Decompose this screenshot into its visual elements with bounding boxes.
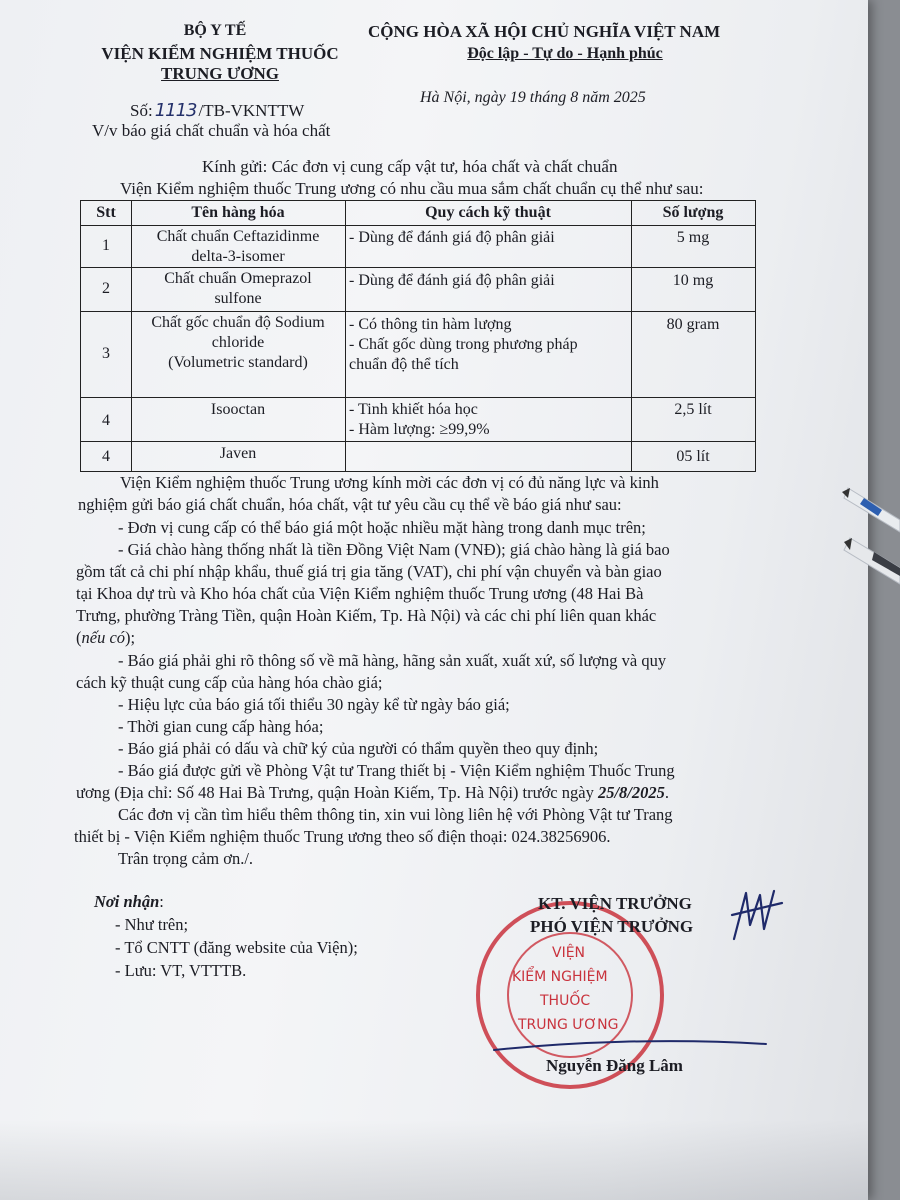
name-line: Chất chuẩn Omeprazol — [164, 270, 312, 287]
spec-line: - Chất gốc dùng trong phương pháp — [349, 336, 578, 353]
bullet-item-cont — [76, 782, 669, 804]
name-line: Chất gốc chuẩn độ Sodium — [151, 314, 325, 331]
table-cell-stt: 3 — [102, 345, 110, 362]
thanks-line: Trân trọng cảm ơn./. — [118, 849, 254, 868]
colon: : — [159, 892, 164, 911]
name-line: Chất chuẩn Ceftazidinme — [156, 228, 320, 245]
bullet-item: - Hiệu lực của báo giá tối thiểu 30 ngày kể từ ngày báo giá; — [118, 695, 510, 714]
number-suffix: /TB-VKNTTW — [198, 101, 305, 120]
bullet-item: - Báo giá được gửi về Phòng Vật tư Trang thiết bị - Viện Kiểm nghiệm Thuốc Trung — [118, 761, 675, 780]
recipient-item: - Lưu: VT, VTTTB. — [115, 961, 247, 980]
table-cell-name: Javen — [219, 445, 257, 462]
table-col-divider — [345, 201, 346, 471]
table-cell-spec — [349, 400, 490, 440]
table-cell-name: Isooctan — [210, 401, 266, 418]
table-row-divider — [81, 397, 755, 398]
table-cell-stt: 4 — [102, 448, 110, 465]
spec-line: chuẩn độ thể tích — [349, 356, 459, 373]
country-name: CỘNG HÒA XÃ HỘI CHỦ NGHĨA VIỆT NAM — [368, 22, 721, 41]
materials-table — [80, 200, 756, 472]
paragraph-2-line: Các đơn vị cần tìm hiểu thêm thông tin, xin vui lòng liên hệ với Phòng Vật tư Trang — [118, 805, 673, 824]
institute-name-line1: VIỆN KIỂM NGHIỆM THUỐC — [101, 44, 339, 63]
address-text: ương (Địa chỉ: Số 48 Hai Bà Trưng, quận Hoàn Kiếm, Tp. Hà Nội) trước ngày — [76, 783, 598, 802]
signature-title-line2: PHÓ VIỆN TRƯỞNG — [530, 917, 694, 936]
table-header-qty: Số lượng — [662, 204, 724, 221]
bullet-item-cont: tại Khoa dự trù và Kho hóa chất của Viện Kiểm nghiệm thuốc Trung ương (48 Hai Bà — [76, 584, 644, 603]
institute-name-line2: TRUNG ƯƠNG — [161, 64, 279, 83]
table-header-spec: Quy cách kỹ thuật — [425, 204, 551, 221]
bullet-item-cont: gồm tất cả chi phí nhập khẩu, thuế giá trị gia tăng (VAT), chi phí vận chuyển và bàn giao — [76, 562, 662, 581]
handwritten-number: 1113 — [154, 100, 197, 121]
table-cell-qty: 80 gram — [666, 316, 720, 333]
number-prefix: Số: — [130, 101, 153, 120]
table-cell-spec: - Dùng để đánh giá độ phân giải — [349, 229, 555, 246]
recipients-title — [94, 891, 164, 913]
deadline-date: 25/8/2025 — [597, 783, 665, 802]
seal-text: KIỂM NGHIỆM — [512, 969, 608, 985]
table-cell-qty: 2,5 lít — [674, 401, 712, 418]
table-header-stt: Stt — [96, 204, 116, 221]
table-cell-spec — [349, 315, 578, 375]
recipient-item: - Như trên; — [115, 915, 189, 934]
name-line: delta-3-isomer — [191, 248, 285, 265]
table-cell-qty: 10 mg — [672, 272, 714, 289]
bullet-item-cont: cách kỹ thuật cung cấp của hàng hóa chào giá; — [76, 673, 383, 692]
bullet-item-cont: Trưng, phường Tràng Tiền, quận Hoàn Kiếm, Tp. Hà Nội) và các chi phí liên quan khác — [76, 606, 657, 625]
spec-line: - Hàm lượng: ≥99,9% — [349, 421, 490, 438]
handwritten-signature — [728, 885, 788, 945]
document-subject: V/v báo giá chất chuẩn và hóa chất — [92, 121, 331, 140]
seal-text: VIỆN — [552, 945, 586, 961]
pen-icon — [842, 488, 900, 532]
table-row-divider — [81, 311, 755, 312]
spec-line: - Tinh khiết hóa học — [349, 401, 478, 418]
bullet-item: - Báo giá phải có dấu và chữ ký của người có thẩm quyền theo quy định; — [118, 739, 599, 758]
table-cell-spec: - Dùng để đánh giá độ phân giải — [349, 272, 555, 289]
paragraph-1-line: Viện Kiểm nghiệm thuốc Trung ương kính mời các đơn vị có đủ năng lực và kinh — [120, 473, 659, 492]
paren: ); — [125, 628, 136, 647]
bullet-item: - Báo giá phải ghi rõ thông số về mã hàng, hãng sản xuất, xuất xứ, số lượng và quy — [118, 651, 667, 670]
name-line: (Volumetric standard) — [168, 354, 308, 371]
ministry-name: BỘ Y TẾ — [183, 22, 247, 39]
table-cell-name — [131, 227, 345, 267]
signer-name: Nguyễn Đăng Lâm — [546, 1056, 683, 1075]
table-cell-stt: 2 — [102, 280, 110, 297]
table-row-divider — [81, 225, 755, 226]
table-cell-stt: 4 — [102, 412, 110, 429]
document-date: Hà Nội, ngày 19 tháng 8 năm 2025 — [420, 89, 646, 106]
bullet-item: - Giá chào hàng thống nhất là tiền Đồng Việt Nam (VNĐ); giá chào hàng là giá bao — [118, 540, 670, 559]
pens-photo-object — [820, 480, 900, 640]
if-any-text: nếu có — [81, 628, 126, 647]
recipients-title-text: Nơi nhận — [94, 892, 160, 911]
name-line: chloride — [211, 334, 265, 351]
table-cell-stt: 1 — [102, 237, 110, 254]
table-cell-name — [131, 313, 345, 373]
intro-text: Viện Kiểm nghiệm thuốc Trung ương có nhu cầu mua sắm chất chuẩn cụ thể như sau: — [120, 179, 704, 198]
paren: ( — [76, 628, 82, 647]
table-cell-qty: 5 mg — [676, 229, 710, 246]
table-header-name: Tên hàng hóa — [191, 204, 285, 221]
bullet-item: - Thời gian cung cấp hàng hóa; — [118, 717, 324, 736]
seal-text: TRUNG ƯƠNG — [518, 1017, 619, 1033]
national-motto: Độc lập - Tự do - Hạnh phúc — [467, 45, 663, 62]
table-cell-name — [131, 269, 345, 309]
name-line: sulfone — [214, 290, 262, 307]
pen-icon — [844, 538, 900, 584]
paragraph-1-line: nghiệm gửi báo giá chất chuẩn, hóa chất, vật tư yêu cầu cụ thể về báo giá như sau: — [78, 495, 622, 514]
bullet-item-cont — [76, 627, 135, 649]
spec-line: - Có thông tin hàm lượng — [349, 316, 512, 333]
table-cell-qty: 05 lít — [676, 448, 710, 465]
table-row-divider — [81, 441, 755, 442]
seal-text: THUỐC — [540, 993, 591, 1009]
recipient-item: - Tổ CNTT (đăng website của Viện); — [115, 938, 358, 957]
document-number — [130, 100, 304, 121]
page-shadow — [0, 1120, 868, 1200]
bullet-item: - Đơn vị cung cấp có thể báo giá một hoặc nhiều mặt hàng trong danh mục trên; — [118, 518, 646, 537]
period: . — [664, 783, 669, 802]
table-row-divider — [81, 267, 755, 268]
addressee: Kính gửi: Các đơn vị cung cấp vật tư, hóa chất và chất chuẩn — [202, 157, 618, 176]
signature-title-line1: KT. VIỆN TRƯỞNG — [538, 894, 692, 913]
paragraph-2-line: thiết bị - Viện Kiểm nghiệm thuốc Trung ương theo số điện thoại: 024.38256906. — [74, 827, 611, 846]
